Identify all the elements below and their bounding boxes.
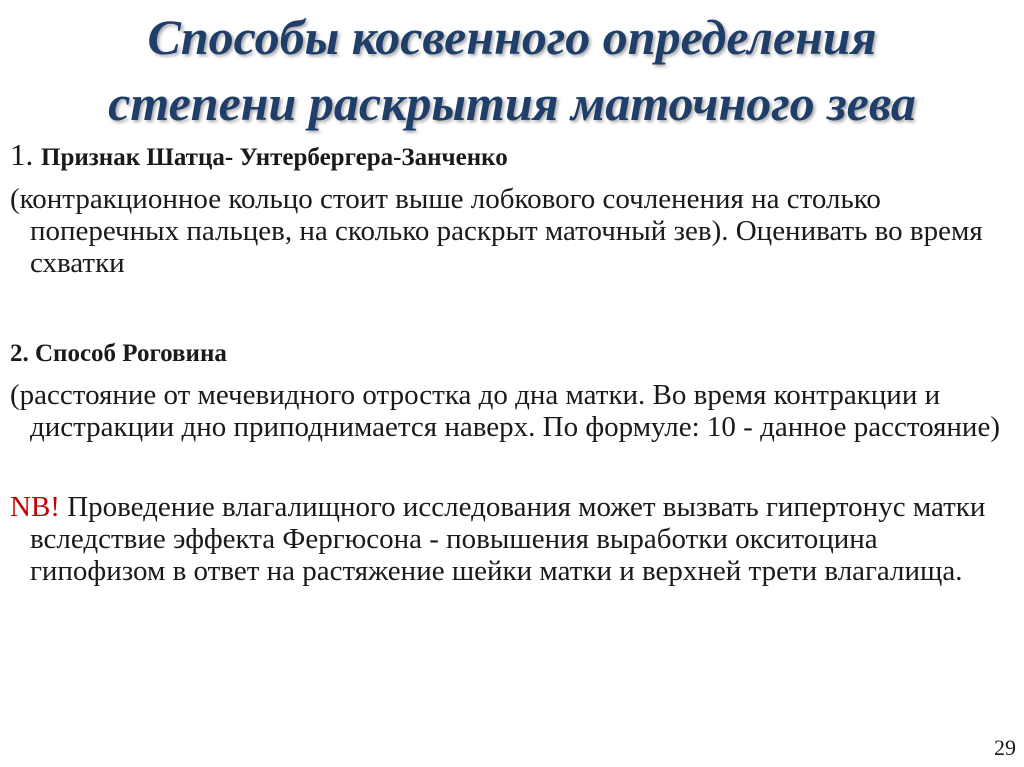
- spacer: [10, 279, 1010, 335]
- slide-content: [10, 136, 1010, 587]
- note-text: Проведение влагалищного исследования может вызвать гипертонус матки вследствие эффекта Фергюсона - повышения выработки окситоцина гипофизом в ответ на растяжение шейки матки и верхней трети влагалища.: [30, 491, 986, 587]
- section-2-text: (расстояние от мечевидного отростка до дна матки. Во время контракции и дистракции дно приподнимается наверх. По формуле: 10 - данное расстояние): [10, 379, 1000, 443]
- section-1-heading: [10, 136, 1010, 177]
- title-line-2: степени раскрытия маточного зева: [108, 75, 916, 131]
- section-1-title: Признак Шатца- Унтербергера-Занченко: [41, 144, 508, 171]
- section-1-number: 1.: [10, 137, 41, 172]
- section-1-text: (контракционное кольцо стоит выше лобкового сочленения на столько поперечных пальцев, на сколько раскрыт маточный зев). Оценивать во время схватки: [10, 183, 983, 279]
- title-line-1: Способы косвенного определения: [147, 9, 877, 65]
- nb-marker: NB!: [10, 491, 60, 523]
- section-2-heading: 2. Способ Роговина: [10, 340, 227, 367]
- slide-title: [20, 4, 1004, 136]
- note-paragraph: [10, 491, 1010, 587]
- spacer: [10, 443, 1010, 491]
- page-number: 29: [994, 735, 1016, 760]
